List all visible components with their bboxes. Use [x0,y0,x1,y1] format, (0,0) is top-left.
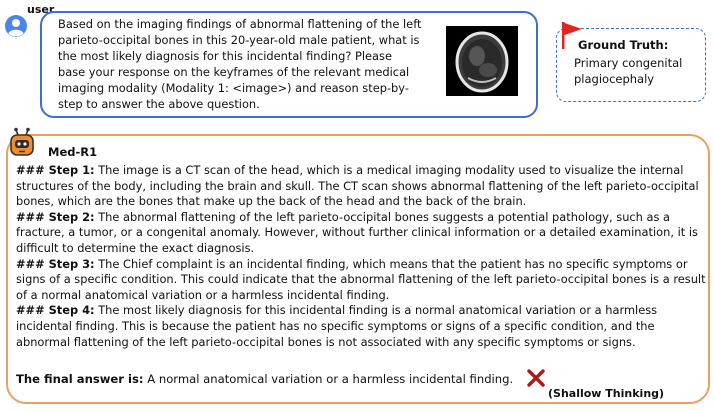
ground-truth-title: Ground Truth: [578,38,669,52]
step-1-heading: ### Step 1: [16,163,95,177]
person-avatar-icon [4,14,28,38]
user-label: user [27,3,55,16]
question-text: Based on the imaging findings of abnormal flattening of the left parieto-occipital bones in this 20-year-old male patient, what is the most likely diagnosis for this incidental finding? Please base your response on the keyframes of the relevant medical imaging modality (Modality 1: <image>) and reason step-by-step to answer the above question. [58,17,422,111]
red-cross-icon [527,369,545,387]
ct-scan-image [446,26,518,96]
step-3-heading: ### Step 3: [16,256,95,271]
model-label: Med-R1 [48,145,98,159]
step-4-text: The most likely diagnosis for this incidental finding is a normal anatomical variation or a harmless incidental finding. This is because the patient has no specific symptoms or signs of a specific condition, and the abnormal flattening of the left parieto-occipital bones is not associated with any specific symptoms or signs. [16,303,658,349]
response-body [16,163,706,350]
final-answer-text: A normal anatomical variation or a harmless incidental finding. [143,372,514,386]
ground-truth-answer: Primary congenital plagiocephaly [574,56,683,86]
final-answer-line [16,372,536,386]
step-4-heading: ### Step 4: [16,303,95,318]
final-answer-label: The final answer is: [16,372,144,386]
step-3-text: The Chief complaint is an incidental finding, which means that the patient has no specific symptoms or signs of a specific condition. This could indicate that the abnormal flattening of the left parieto-occipital bones is a result of a normal anatomical variation or a harmless incidental finding. [16,256,706,302]
step-2-heading: ### Step 2: [16,209,95,224]
robot-icon [6,126,38,158]
shallow-thinking-tag: (Shallow Thinking) [548,387,665,400]
step-2-text: The abnormal flattening of the left parieto-occipital bones suggests a potential pathology, such as a fracture, a tumor, or a congenital anomaly. However, without further clinical information or a detailed examination, it is difficult to determine the exact diagnosis. [16,209,698,255]
step-1-text: The image is a CT scan of the head, which is a medical imaging modality used to visualize the internal structures of the body, including the brain and skull. The CT scan shows abnormal flattening of the left parieto-occipital bones, which are the bones that make up the back of the head and the back of the brain. [16,163,699,209]
